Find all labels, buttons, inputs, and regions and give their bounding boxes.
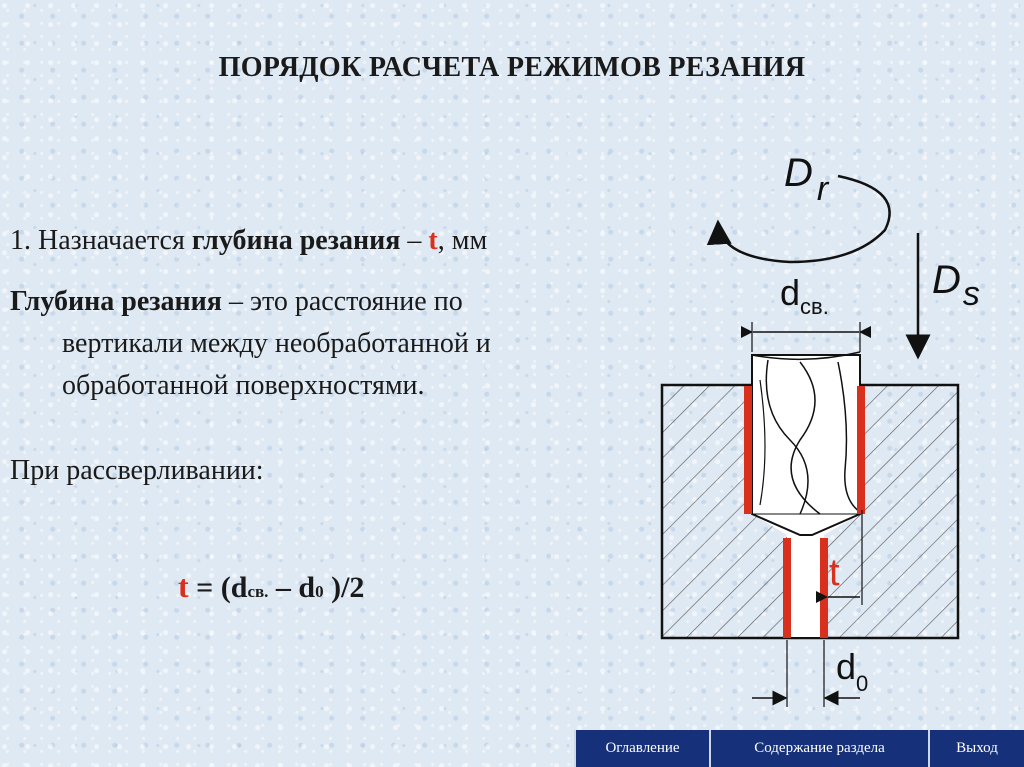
nav-section-button[interactable]: Содержание раздела <box>709 730 928 767</box>
definition-line-2: вертикали между необработанной и <box>62 328 491 359</box>
label-dsv: $d_{св.}$ <box>780 272 829 319</box>
step-symbol: t <box>428 225 438 256</box>
step-prefix: 1. Назначается <box>10 225 192 256</box>
formula-sub-0: 0 <box>315 582 324 601</box>
formula-minus: – d <box>268 571 316 604</box>
definition-line-3: обработанной поверхностями. <box>62 370 425 401</box>
step-line <box>10 222 487 260</box>
slide-title: ПОРЯДОК РАСЧЕТА РЕЖИМОВ РЕЗАНИЯ <box>218 52 806 83</box>
label-dr: D $_r$ <box>784 151 829 208</box>
step-term: глубина резания <box>191 225 401 256</box>
formula-sub-sv: св. <box>247 582 269 601</box>
nav-exit-button[interactable]: Выход <box>928 730 1024 767</box>
formula-close: )/2 <box>323 571 365 604</box>
formula-t: t <box>178 568 189 604</box>
drilling-diagram <box>640 140 1010 720</box>
step-dash: – <box>400 225 429 256</box>
label-d0: $d_0$ <box>836 646 869 696</box>
definition-term: Глубина резания <box>10 286 222 317</box>
nav-contents-button[interactable]: Оглавление <box>574 730 709 767</box>
definition-line-1 <box>10 283 463 321</box>
label-ds: $D_s$ <box>932 258 980 313</box>
navigation-bar <box>574 730 1024 767</box>
label-t: t <box>829 552 840 594</box>
formula <box>178 568 364 605</box>
definition-rest: – это расстояние по <box>221 286 463 317</box>
case-label: При рассверливании: <box>10 455 264 486</box>
step-unit: , мм <box>437 225 488 256</box>
formula-open: = (d <box>188 571 248 604</box>
drill-bit <box>752 352 860 535</box>
